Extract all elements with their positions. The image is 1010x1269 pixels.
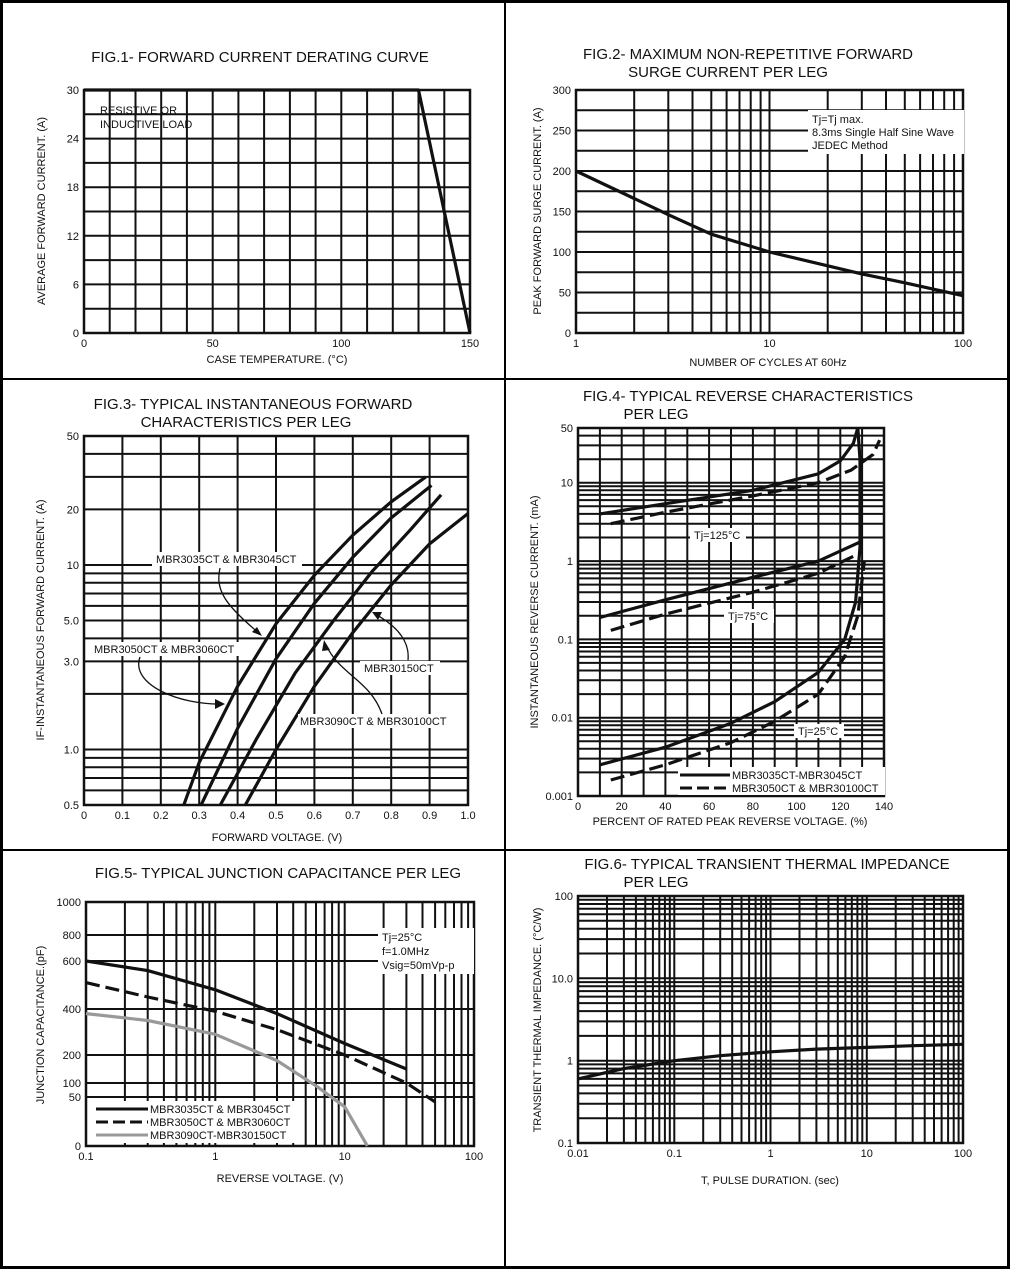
- fig4-y-tick-label: 10: [560, 477, 573, 490]
- fig1-y-tick-label: 6: [72, 279, 79, 292]
- fig4-legend-label-1: MBR3035CT-MBR3045CT: [732, 770, 863, 782]
- fig3-xlabel: FORWARD VOLTAGE. (V): [211, 832, 343, 844]
- fig3-x-tick-label: 0.5: [268, 810, 284, 822]
- fig5-legend-label-3: MBR3090CT-MBR30150CT: [150, 1130, 287, 1142]
- fig3-annotation-2: MBR3050CT & MBR3060CT: [94, 644, 235, 656]
- fig4-curve-label-1: Tj=125°C: [694, 530, 741, 542]
- fig4-y-tick-label: 1: [566, 556, 573, 569]
- fig1-y-tick-label: 0: [72, 328, 79, 340]
- fig1-y-tick-label: 12: [66, 230, 79, 243]
- fig2-title-line-1: FIG.2- MAXIMUM NON-REPETITIVE FORWARD: [582, 46, 914, 63]
- fig6-x-tick-label: 10: [860, 1148, 873, 1160]
- fig3-x-tick-label: 0.7: [345, 810, 361, 822]
- fig3-x-tick-label: 1.0: [460, 810, 476, 822]
- fig2-y-tick-label: 300: [552, 85, 571, 97]
- fig3-x-tick-label: 0.3: [191, 810, 207, 822]
- fig2-y-tick-label: 150: [552, 206, 571, 219]
- fig5-note-1: Tj=25°C: [382, 932, 423, 944]
- fig6-x-tick-label: 0.1: [666, 1148, 682, 1160]
- fig2-x-tick-label: 100: [953, 338, 973, 350]
- fig3-title-line-1: FIG.3- TYPICAL INSTANTANEOUS FORWARD: [93, 396, 413, 413]
- fig1-y-tick-label: 24: [66, 133, 79, 146]
- fig5-y-tick-label: 50: [68, 1092, 81, 1104]
- fig5-note-3: Vsig=50mVp-p: [382, 960, 455, 972]
- fig1-x-tick-label: 100: [332, 338, 351, 350]
- fig4-x-tick-label: 80: [746, 801, 760, 813]
- fig5-legend-label-1: MBR3035CT & MBR3045CT: [150, 1104, 291, 1116]
- fig6-x-tick-label: 100: [953, 1148, 973, 1160]
- fig4-curve-label-3: Tj=25°C: [798, 726, 839, 738]
- fig2-title-line-2: SURGE CURRENT PER LEG: [628, 64, 828, 81]
- fig3-x-tick-label: 0.9: [421, 810, 438, 822]
- fig1-x-tick-label: 0: [80, 338, 88, 350]
- fig5-y-tick-label: 400: [62, 1004, 81, 1016]
- fig4-legend-label-2: MBR3050CT & MBR30100CT: [732, 783, 879, 795]
- fig6-title-line-1: FIG.6- TYPICAL TRANSIENT THERMAL IMPEDANCE: [584, 856, 950, 873]
- fig2-x-tick-label: 10: [763, 338, 776, 350]
- fig3-x-tick-label: 0.1: [114, 810, 131, 822]
- fig5-y-tick-label: 600: [62, 956, 81, 968]
- fig6-y-tick-label: 100: [554, 891, 573, 903]
- fig6-y-tick-label: 10.0: [551, 973, 573, 986]
- fig5-x-tick-label: 10: [338, 1151, 351, 1163]
- fig4-x-tick-label: 100: [787, 801, 806, 813]
- fig2-y-tick-label: 200: [552, 166, 571, 178]
- fig2-note-2: 8.3ms Single Half Sine Wave: [812, 127, 955, 139]
- fig5-title-line-1: FIG.5- TYPICAL JUNCTION CAPACITANCE PER LEG: [94, 865, 462, 882]
- fig4-title-line-2: PER LEG: [623, 406, 689, 423]
- fig2-y-tick-label: 100: [552, 247, 571, 259]
- fig3-y-tick-label: 1.0: [63, 744, 79, 757]
- fig3-ylabel: IF-INSTANTANEOUS FORWARD CURRENT. (A): [35, 499, 47, 741]
- fig5-note-2: f=1.0MHz: [382, 946, 430, 958]
- fig1-y-tick-label: 30: [66, 85, 79, 97]
- fig2-note-1: Tj=Tj max.: [812, 114, 864, 126]
- fig2-note-3: JEDEC Method: [812, 140, 888, 152]
- fig6-ylabel: TRANSIENT THERMAL IMPEDANCE. (°C/W): [532, 907, 544, 1133]
- fig3-title-line-2: CHARACTERISTICS PER LEG: [140, 414, 352, 431]
- fig5-x-tick-label: 0.1: [78, 1151, 94, 1163]
- fig1-y-tick-label: 18: [66, 182, 79, 195]
- fig3-x-tick-label: 0.4: [229, 810, 246, 822]
- fig3-x-tick-label: 0: [80, 810, 88, 822]
- fig4-x-tick-label: 120: [831, 801, 850, 813]
- fig6-xlabel: T, PULSE DURATION. (sec): [701, 1175, 839, 1187]
- fig4-x-tick-label: 0: [574, 801, 582, 813]
- fig3-x-tick-label: 0.8: [383, 810, 399, 822]
- fig4-curve-label-2: Tj=75°C: [728, 611, 769, 623]
- fig6-y-tick-label: 0.1: [557, 1138, 573, 1150]
- fig2-y-tick-label: 0: [564, 328, 571, 340]
- fig6-y-tick-label: 1: [566, 1055, 573, 1068]
- fig3-y-tick-label: 20: [66, 504, 79, 517]
- fig1-note-2: INDUCTIVE LOAD: [100, 119, 193, 131]
- fig3-annotation-3: MBR30150CT: [364, 663, 434, 675]
- fig3-x-tick-label: 0.6: [306, 810, 323, 822]
- fig5-legend-label-2: MBR3050CT & MBR3060CT: [150, 1117, 291, 1129]
- fig4-x-tick-label: 40: [659, 801, 672, 813]
- fig3-y-tick-label: 10: [66, 560, 79, 572]
- fig3-y-tick-label: 0.5: [63, 800, 79, 812]
- fig5-x-tick-label: 100: [464, 1151, 484, 1163]
- fig4-y-tick-label: 0.01: [551, 712, 573, 725]
- fig4-y-tick-label: 0.001: [545, 791, 573, 803]
- fig6-x-tick-label: 1: [767, 1148, 774, 1160]
- fig1-title-line-1: FIG.1- FORWARD CURRENT DERATING CURVE: [91, 49, 429, 66]
- fig1-note-1: RESISTIVE OR: [100, 105, 178, 117]
- fig2-ylabel: PEAK FORWARD SURGE CURRENT. (A): [532, 107, 544, 315]
- fig6-x-tick-label: 0.01: [567, 1148, 589, 1160]
- fig1-x-tick-label: 50: [206, 338, 219, 350]
- fig2-x-tick-label: 1: [572, 338, 580, 350]
- fig4-x-tick-label: 60: [702, 801, 716, 813]
- fig3-y-tick-label: 5.0: [63, 615, 79, 628]
- fig5-y-tick-label: 100: [62, 1078, 81, 1090]
- fig3-y-tick-label: 50: [66, 431, 79, 443]
- fig4-xlabel: PERCENT OF RATED PEAK REVERSE VOLTAGE. (%): [592, 816, 868, 828]
- fig5-ylabel: JUNCTION CAPACITANCE.(pF): [35, 945, 47, 1105]
- fig3-annotation-4: MBR3090CT & MBR30100CT: [300, 716, 447, 728]
- fig4-x-tick-label: 140: [874, 801, 894, 813]
- fig3-y-tick-label: 3.0: [63, 656, 79, 669]
- fig4-y-tick-label: 0.1: [557, 634, 573, 647]
- fig5-y-tick-label: 0: [74, 1141, 81, 1153]
- fig4-y-tick-label: 50: [560, 423, 573, 435]
- fig1-xlabel: CASE TEMPERATURE. (°C): [206, 354, 348, 366]
- fig2-y-tick-label: 50: [558, 287, 571, 300]
- fig5-y-tick-label: 800: [62, 930, 81, 942]
- fig4-ylabel: INSTANTANEOUS REVERSE CURRENT. (mA): [529, 495, 541, 729]
- fig6-title-line-2: PER LEG: [623, 874, 689, 891]
- fig5-y-tick-label: 200: [62, 1050, 81, 1062]
- fig2-xlabel: NUMBER OF CYCLES AT 60Hz: [689, 357, 847, 369]
- fig3-x-tick-label: 0.2: [153, 810, 169, 822]
- fig4-title-line-1: FIG.4- TYPICAL REVERSE CHARACTERISTICS: [582, 388, 914, 405]
- fig5-xlabel: REVERSE VOLTAGE. (V): [216, 1173, 344, 1185]
- fig2-y-tick-label: 250: [552, 125, 571, 138]
- fig1-ylabel: AVERAGE FORWARD CURRENT. (A): [36, 116, 48, 306]
- fig1-x-tick-label: 150: [460, 338, 480, 350]
- fig5-x-tick-label: 1: [212, 1151, 219, 1163]
- fig4-x-tick-label: 20: [615, 801, 628, 813]
- fig5-y-tick-label: 1000: [56, 897, 81, 909]
- fig3-annotation-1: MBR3035CT & MBR3045CT: [156, 554, 297, 566]
